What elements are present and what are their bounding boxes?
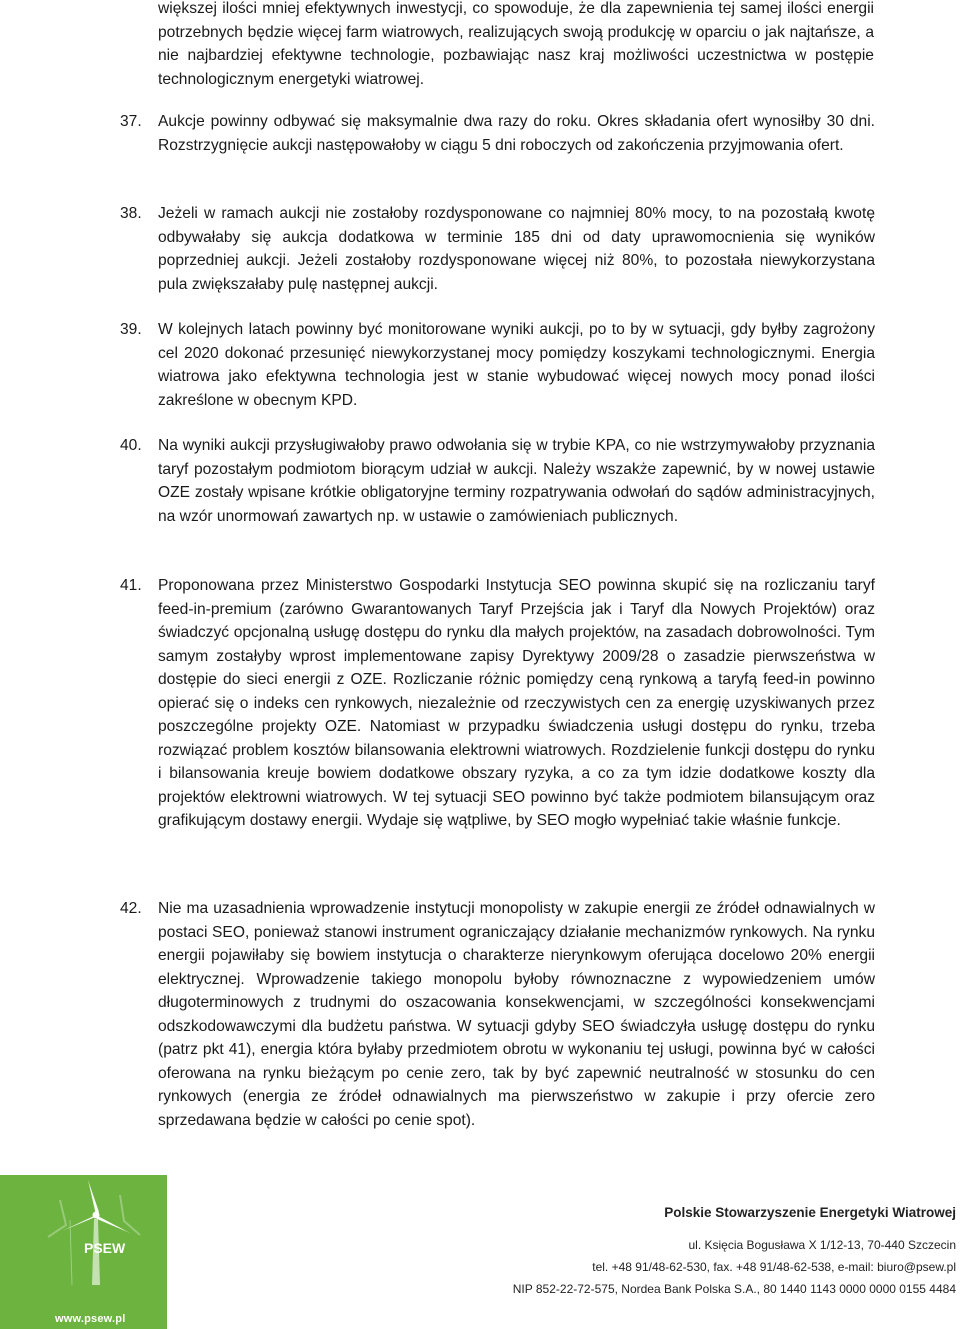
page-footer: [0, 1172, 960, 1329]
contact-info: tel. +48 91/48-62-530, fax. +48 91/48-62-538, e-mail: biuro@psew.pl: [592, 1260, 956, 1274]
item-text: Na wyniki aukcji przysługiwałoby prawo odwołania się w trybie KPA, co nie wstrzymywałoby przyznania taryf pozostałym podmiotom biorącym udział w aukcji. Należy wszakże zapewnić, by w nowej ustawie OZE zostały wpisane krótkie obligatoryjne terminy rozpatrywania odwołań do sądów administracyjnych, na wzór unormowań zawartych np. w ustawie o zamówieniach publicznych.: [158, 437, 875, 525]
item-text: Aukcje powinny odbywać się maksymalnie dwa razy do roku. Okres składania ofert wynosiłby 30 dni. Rozstrzygnięcie aukcji następowałoby w ciągu 5 dni roboczych od zakończenia przyjmowania ofert.: [158, 113, 875, 154]
item-text: W kolejnych latach powinny być monitorowane wyniki aukcji, po to by w sytuacji, gdy byłby zagrożony cel 2020 dokonać przesunięć niewykorzystanej mocy pomiędzy koszykami technologicznymi. Energia wiatrowa jako efektywna technologia jest w stanie wybudować więcej nowych mocy ponad ilości zakreślone w obecnym KPD.: [158, 321, 875, 409]
list-item-38: [120, 202, 875, 296]
organization-name: Polskie Stowarzyszenie Energetyki Wiatrowej: [664, 1205, 956, 1220]
list-item-42: [120, 897, 875, 1132]
item-text: Nie ma uzasadnienia wprowadzenie instytucji monopolisty w zakupie energii ze źródeł odnawialnych w postaci SEO, ponieważ stanowi instrument ograniczający działanie mechanizmów rynkowych. Na rynku energii pojawiłaby się bowiem instytucja o charakterze nierynkowym oferująca docelowo 20% energii elektrycznej. Wprowadzenie takiego monopolu byłoby równoznaczne z wypowiedzeniem umów długoterminowych z trudnymi do oszacowania konsekwencjami, w szczególności konsekwencjami odszkodowawczymi dla budżetu państwa. W sytuacji gdyby SEO świadczyła usługę dostępu do rynku (patrz pkt 41), energia która byłaby przedmiotem obrotu w wykonaniu tej usługi, powinna być w całości oferowana na rynku bieżącym po cenie zero, tak by być zapewnić neutralność w stosunku do cen rynkowych (energia ze źródeł odnawialnych ma pierwszeństwo w zakupie i przy ofercie zero sprzedawana będzie w całości po cenie spot).: [158, 900, 875, 1129]
list-item-37: [120, 110, 875, 157]
bank-info: NIP 852-22-72-575, Nordea Bank Polska S.A., 80 1440 1143 0000 0000 0155 4484: [512, 1282, 956, 1296]
list-item-41: [120, 574, 875, 833]
wind-turbine-icon: [0, 1175, 167, 1329]
item-number: 39.: [120, 321, 142, 338]
psew-logo: [0, 1175, 167, 1329]
intro-paragraph: większej ilości mniej efektywnych inwestycji, co spowoduje, że dla zapewnienia tej samej ilości energii potrzebnych będzie więcej farm wiatrowych, realizujących swoją produkcję w oparciu o jak najtańsze, a nie najbardziej efektywne technologie, pozbawiając nasz kraj możliwości uczestnictwa w postępie technologicznym energetyki wiatrowej.: [158, 0, 874, 88]
item-number: 40.: [120, 437, 142, 454]
item-number: 37.: [120, 113, 142, 130]
item-number: 41.: [120, 577, 142, 594]
postal-address: ul. Księcia Bogusława X 1/12-13, 70-440 Szczecin: [688, 1238, 956, 1252]
list-item-39: [120, 318, 875, 412]
logo-text: PSEW: [84, 1240, 126, 1256]
item-text: Proponowana przez Ministerstwo Gospodarki Instytucja SEO powinna skupić się na rozliczaniu taryf feed-in-premium (zarówno Gwarantowanych Taryf Przejścia jak i Taryf dla Nowych Projektów) oraz świadczyć opcjonalną usługę dostępu do rynku dla małych projektów, na zasadach dobrowolności. Tym samym zostałyby wprost implementowane zapisy Dyrektywy 2009/28 o zasadzie pierwszeństwa w dostępie do sieci energii z OZE. Rozliczanie różnic pomiędzy ceną rynkową a taryfą feed-in powinno opierać się o indeks cen rynkowych, niezależnie od rzeczywistych cen za energię uzyskiwanych przez poszczególne projekty OZE. Natomiast w przypadku świadczenia usługi dostępu do rynku, trzeba rozwiązać problem kosztów bilansowania elektrowni wiatrowych. Rozdzielenie funkcji dostępu do rynku i bilansowania kreuje bowiem dodatkowe obszary ryzyka, a co za tym idzie dodatkowe koszty dla projektów elektrowni wiatrowych. W tej sytuacji SEO powinno być także podmiotem bilansującym oraz grafikującym dostawy energii. Wydaje się wątpliwe, by SEO mogło wypełniać takie właśnie funkcje.: [158, 577, 875, 829]
item-number: 38.: [120, 205, 142, 222]
item-text: Jeżeli w ramach aukcji nie zostałoby rozdysponowane co najmniej 80% mocy, to na pozostałą kwotę odbywałaby się aukcja dodatkowa w terminie 185 dni od daty uprawomocnienia się wyników poprzedniej aukcji. Jeżeli zostałoby rozdysponowane więcej niż 80%, to pozostała niewykorzystana pula zwiększałaby pulę następnej aukcji.: [158, 205, 875, 293]
item-number: 42.: [120, 900, 142, 917]
list-item-40: [120, 434, 875, 528]
logo-url[interactable]: www.psew.pl: [55, 1313, 126, 1325]
